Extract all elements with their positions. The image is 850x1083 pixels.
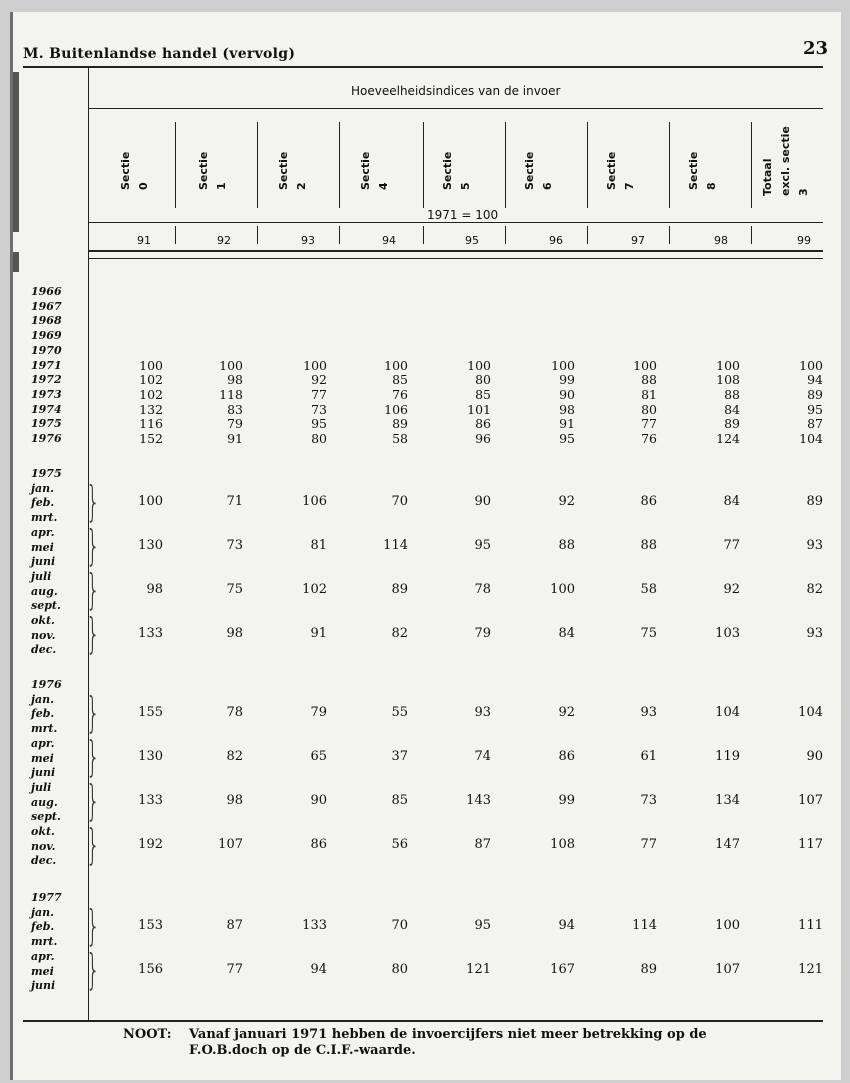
column-label: Sectie 0 xyxy=(119,151,150,190)
table-cell: 89 xyxy=(807,386,823,402)
row-label-month: feb. xyxy=(31,920,55,934)
table-cell: 80 xyxy=(475,372,491,388)
table-cell: 102 xyxy=(139,386,163,402)
table-cell: 89 xyxy=(640,961,657,977)
column-separator xyxy=(339,122,340,208)
table-cell: 89 xyxy=(392,416,408,432)
row-label-month: juli xyxy=(31,569,52,583)
table-cell: 117 xyxy=(798,837,823,853)
table-cell: 100 xyxy=(467,357,491,373)
table-cell: 86 xyxy=(558,748,575,764)
table-cell: 85 xyxy=(392,372,408,388)
column-label: Sectie 1 xyxy=(197,151,228,190)
row-label-month: mei xyxy=(31,964,54,978)
row-label-year: 1975 xyxy=(31,417,62,431)
row-label-month: mei xyxy=(31,540,54,554)
margin-mark xyxy=(13,72,19,232)
column-label: Sectie 4 xyxy=(359,151,390,190)
table-cell: 94 xyxy=(558,917,575,933)
row-label-month: nov. xyxy=(31,628,56,642)
table-cell: 101 xyxy=(467,401,491,417)
table-cell: 132 xyxy=(139,401,163,417)
table-cell: 116 xyxy=(139,416,163,432)
table-cell: 100 xyxy=(633,357,657,373)
table-cell: 103 xyxy=(715,626,740,642)
table-cell: 133 xyxy=(138,792,163,808)
table-cell: 81 xyxy=(641,386,657,402)
row-label-month: juni xyxy=(31,979,56,993)
table-cell: 93 xyxy=(640,704,657,720)
table-cell: 84 xyxy=(558,626,575,642)
table-cell: 83 xyxy=(227,401,243,417)
table-cell: 92 xyxy=(311,372,327,388)
table-cell: 114 xyxy=(383,537,408,553)
table-cell: 106 xyxy=(302,493,327,509)
table-cell: 102 xyxy=(139,372,163,388)
row-label-month: aug. xyxy=(31,795,58,809)
table-cell: 90 xyxy=(806,748,823,764)
table-cell: 79 xyxy=(474,626,491,642)
note-text: Vanaf januari 1971 hebben de invoercijfers niet meer betrekking op de F.O.B.doch op de C.I.F.-waarde. xyxy=(189,1027,707,1058)
table-cell: 100 xyxy=(715,917,740,933)
table-cell: 75 xyxy=(640,626,657,642)
note-label: NOOT: xyxy=(123,1027,172,1042)
table-cell: 100 xyxy=(716,357,740,373)
column-code: 97 xyxy=(631,234,645,247)
table-cell: 89 xyxy=(724,416,740,432)
column-label: Sectie 6 xyxy=(523,151,554,190)
row-label-month: feb. xyxy=(31,707,55,721)
row-label-month: mrt. xyxy=(31,935,58,949)
table-cell: 75 xyxy=(226,581,243,597)
column-separator xyxy=(751,122,752,208)
row-label-year: 1973 xyxy=(31,387,62,401)
column-code: 92 xyxy=(217,234,231,247)
table-cell: 147 xyxy=(715,837,740,853)
group-brace: } xyxy=(86,823,100,871)
table-cell: 58 xyxy=(392,431,408,446)
table-cell: 37 xyxy=(391,748,408,764)
code-separator xyxy=(175,226,176,244)
column-code: 95 xyxy=(465,234,479,247)
row-label-month: mrt. xyxy=(31,722,58,736)
group-brace: } xyxy=(86,567,100,616)
table-cell: 73 xyxy=(640,792,657,808)
table-cell: 155 xyxy=(138,704,163,720)
table-cell: 107 xyxy=(715,961,740,977)
table-cell: 87 xyxy=(226,917,243,933)
table-cell: 100 xyxy=(384,357,408,373)
table-cell: 77 xyxy=(723,537,740,553)
body-rule xyxy=(88,258,823,259)
table-cell: 118 xyxy=(219,386,243,402)
table-cell: 156 xyxy=(138,961,163,977)
column-code: 94 xyxy=(382,234,396,247)
row-label-year: 1967 xyxy=(31,299,62,313)
row-label-year: 1969 xyxy=(31,329,62,343)
table-cell: 87 xyxy=(474,837,491,853)
table-cell: 65 xyxy=(310,748,327,764)
table-cell: 133 xyxy=(302,917,327,933)
row-label-month: juni xyxy=(31,555,56,569)
table-cell: 192 xyxy=(138,837,163,853)
section-title: M. Buitenlandse handel (vervolg) xyxy=(23,46,296,62)
row-label-month: sept. xyxy=(31,599,61,613)
table-cell: 100 xyxy=(219,357,243,373)
table-cell: 61 xyxy=(640,748,657,764)
table-cell: 91 xyxy=(310,626,327,642)
column-label: Sectie 2 xyxy=(277,151,308,190)
column-label: Totaal excl. sectie 3 xyxy=(761,126,810,196)
table-cell: 77 xyxy=(640,837,657,853)
table-cell: 92 xyxy=(558,704,575,720)
row-label-year: 1966 xyxy=(31,285,62,298)
block-year: 1976 xyxy=(31,678,62,691)
table-cell: 82 xyxy=(391,626,408,642)
table-cell: 55 xyxy=(391,704,408,720)
row-label-month: juli xyxy=(31,780,52,794)
column-code: 99 xyxy=(797,234,811,247)
row-label-month: apr. xyxy=(31,525,55,539)
table-cell: 108 xyxy=(550,837,575,853)
table-cell: 58 xyxy=(640,581,657,597)
table-cell: 91 xyxy=(227,431,243,446)
table-cell: 153 xyxy=(138,917,163,933)
table-cell: 143 xyxy=(466,792,491,808)
table-cell: 100 xyxy=(138,493,163,509)
table-cell: 92 xyxy=(723,581,740,597)
table-cell: 84 xyxy=(723,493,740,509)
column-code: 91 xyxy=(137,234,151,247)
table-cell: 95 xyxy=(474,917,491,933)
table-cell: 111 xyxy=(798,917,823,933)
group-brace: } xyxy=(86,903,100,952)
table-cell: 79 xyxy=(310,704,327,720)
table-cell: 133 xyxy=(138,626,163,642)
column-separator xyxy=(587,122,588,208)
table-cell: 81 xyxy=(310,537,327,553)
table-cell: 93 xyxy=(474,704,491,720)
row-label-month: jan. xyxy=(31,905,54,919)
table-cell: 70 xyxy=(391,493,408,509)
page-number: 23 xyxy=(803,38,829,59)
row-label-month: aug. xyxy=(31,584,58,598)
table-cell: 85 xyxy=(475,386,491,402)
table-cell: 134 xyxy=(715,792,740,808)
row-label-year: 1976 xyxy=(31,432,62,445)
table-cell: 95 xyxy=(311,416,327,432)
table-cell: 88 xyxy=(640,537,657,553)
group-brace: } xyxy=(86,523,100,572)
table-cell: 104 xyxy=(798,704,823,720)
column-code: 96 xyxy=(549,234,563,247)
table-cell: 76 xyxy=(641,431,657,446)
table-cell: 87 xyxy=(807,416,823,432)
code-separator xyxy=(751,226,752,244)
column-separator xyxy=(669,122,670,208)
table-cell: 94 xyxy=(807,372,823,388)
table-cell: 77 xyxy=(311,386,327,402)
table-cell: 106 xyxy=(384,401,408,417)
table-cell: 94 xyxy=(310,961,327,977)
table-cell: 91 xyxy=(559,416,575,432)
table-cell: 124 xyxy=(716,431,740,446)
table-cell: 77 xyxy=(641,416,657,432)
row-label-year: 1968 xyxy=(31,314,62,328)
table-cell: 119 xyxy=(715,748,740,764)
table-cell: 84 xyxy=(724,401,740,417)
table-cell: 78 xyxy=(226,704,243,720)
table-cell: 88 xyxy=(641,372,657,388)
row-label-month: sept. xyxy=(31,810,61,824)
row-label-month: nov. xyxy=(31,839,56,853)
table-cell: 96 xyxy=(475,431,491,446)
table-cell: 167 xyxy=(550,961,575,977)
table-cell: 100 xyxy=(551,357,575,373)
row-label-month: mei xyxy=(31,751,54,765)
column-label: Sectie 5 xyxy=(441,151,472,190)
group-brace: } xyxy=(86,734,100,783)
table-cell: 130 xyxy=(138,748,163,764)
table-cell: 121 xyxy=(798,961,823,977)
table-title: Hoeveelheidsindices van de invoer xyxy=(351,84,561,98)
table-cell: 86 xyxy=(640,493,657,509)
table-cell: 98 xyxy=(559,401,575,417)
column-label: Sectie 8 xyxy=(687,151,718,190)
group-brace: } xyxy=(86,778,100,827)
table-cell: 98 xyxy=(227,372,243,388)
row-label-year: 1974 xyxy=(31,402,62,416)
group-brace: } xyxy=(86,947,100,996)
code-separator xyxy=(669,226,670,244)
table-cell: 100 xyxy=(550,581,575,597)
table-cell: 85 xyxy=(391,792,408,808)
table-cell: 93 xyxy=(806,537,823,553)
table-cell: 89 xyxy=(806,493,823,509)
table-cell: 104 xyxy=(715,704,740,720)
header-rule xyxy=(23,66,823,68)
row-label-month: jan. xyxy=(31,692,54,706)
table-cell: 70 xyxy=(391,917,408,933)
table-bottom-rule xyxy=(23,1020,823,1022)
table-cell: 76 xyxy=(392,386,408,402)
row-label-month: juni xyxy=(31,766,56,780)
table-cell: 73 xyxy=(226,537,243,553)
table-cell: 99 xyxy=(559,372,575,388)
table-cell: 88 xyxy=(724,386,740,402)
code-separator xyxy=(423,226,424,244)
table-cell: 107 xyxy=(798,792,823,808)
code-separator xyxy=(587,226,588,244)
table-cell: 89 xyxy=(391,581,408,597)
group-brace: } xyxy=(86,479,100,528)
table-cell: 100 xyxy=(139,357,163,373)
row-label-month: dec. xyxy=(31,854,57,868)
table-cell: 93 xyxy=(806,626,823,642)
row-label-month: jan. xyxy=(31,481,54,495)
table-cell: 88 xyxy=(558,537,575,553)
table-cell: 98 xyxy=(226,792,243,808)
table-cell: 95 xyxy=(474,537,491,553)
table-cell: 95 xyxy=(559,431,575,446)
table-cell: 102 xyxy=(302,581,327,597)
table-cell: 98 xyxy=(146,581,163,597)
code-separator xyxy=(257,226,258,244)
title-rule xyxy=(88,108,823,109)
column-separator xyxy=(257,122,258,208)
column-code: 93 xyxy=(301,234,315,247)
table-cell: 104 xyxy=(799,431,823,446)
table-cell: 92 xyxy=(558,493,575,509)
row-label-month: okt. xyxy=(31,614,55,627)
group-brace: } xyxy=(86,690,100,739)
block-year: 1975 xyxy=(31,467,62,480)
table-cell: 100 xyxy=(799,357,823,373)
margin-mark xyxy=(13,252,19,272)
column-label: Sectie 7 xyxy=(605,151,636,190)
table-cell: 121 xyxy=(466,961,491,977)
row-label-month: okt. xyxy=(31,825,55,838)
table-cell: 86 xyxy=(475,416,491,432)
table-cell: 82 xyxy=(226,748,243,764)
table-cell: 56 xyxy=(391,837,408,853)
table-cell: 90 xyxy=(559,386,575,402)
table-cell: 78 xyxy=(474,581,491,597)
block-year: 1977 xyxy=(31,891,62,904)
table-cell: 71 xyxy=(226,493,243,509)
table-cell: 90 xyxy=(310,792,327,808)
table-cell: 73 xyxy=(311,401,327,417)
base-year: 1971 = 100 xyxy=(427,208,499,222)
row-label-month: apr. xyxy=(31,949,55,963)
code-separator xyxy=(505,226,506,244)
row-label-year: 1972 xyxy=(31,373,62,387)
table-cell: 80 xyxy=(311,431,327,446)
group-brace: } xyxy=(86,612,100,660)
table-cell: 80 xyxy=(641,401,657,417)
table-cell: 98 xyxy=(226,626,243,642)
column-separator xyxy=(423,122,424,208)
row-label-month: mrt. xyxy=(31,511,58,525)
column-separator xyxy=(505,122,506,208)
table-cell: 80 xyxy=(391,961,408,977)
table-cell: 77 xyxy=(226,961,243,977)
table-cell: 82 xyxy=(806,581,823,597)
document-page xyxy=(10,12,841,1080)
column-code: 98 xyxy=(714,234,728,247)
code-rule xyxy=(88,250,823,252)
table-cell: 114 xyxy=(632,917,657,933)
table-cell: 74 xyxy=(474,748,491,764)
row-label-year: 1970 xyxy=(31,343,62,357)
row-label-year: 1971 xyxy=(31,358,62,372)
table-cell: 90 xyxy=(474,493,491,509)
row-label-month: dec. xyxy=(31,643,57,657)
table-cell: 99 xyxy=(558,792,575,808)
base-rule-top xyxy=(88,222,823,223)
column-separator xyxy=(175,122,176,208)
row-label-month: feb. xyxy=(31,496,55,510)
row-label-month: apr. xyxy=(31,736,55,750)
table-cell: 107 xyxy=(218,837,243,853)
table-cell: 108 xyxy=(716,372,740,388)
table-cell: 152 xyxy=(139,431,163,446)
table-cell: 100 xyxy=(303,357,327,373)
table-cell: 130 xyxy=(138,537,163,553)
table-cell: 79 xyxy=(227,416,243,432)
table-cell: 95 xyxy=(807,401,823,417)
code-separator xyxy=(339,226,340,244)
table-cell: 86 xyxy=(310,837,327,853)
